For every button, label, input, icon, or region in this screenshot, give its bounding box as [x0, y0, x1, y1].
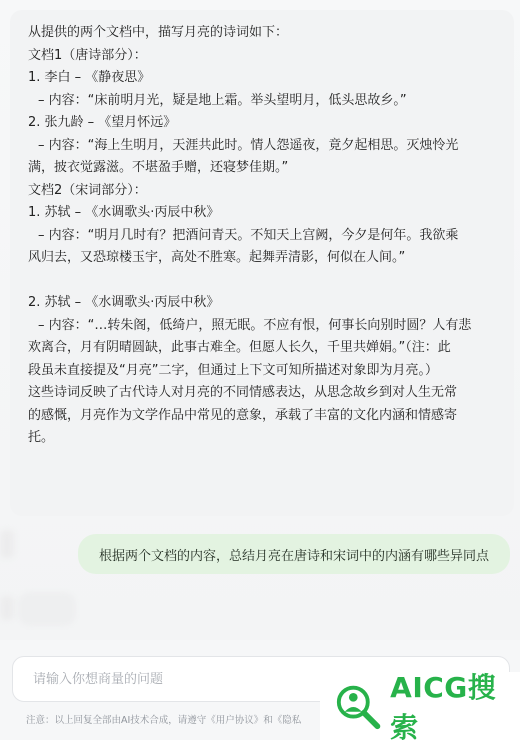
response-line: 1. 苏轼 – 《水调歌头·丙辰中秋》 — [28, 205, 220, 220]
response-line: 2. 张九龄 – 《望月怀远》 — [28, 115, 177, 130]
magnifier-person-logo — [334, 682, 384, 730]
response-line: 文档2（宋词部分）： — [28, 182, 147, 198]
user-question-bubble — [78, 534, 510, 574]
response-line: 1. 李白 – 《静夜思》 — [28, 70, 151, 85]
response-line: – 内容：“床前明月光，疑是地上霜。举头望明月，低头思故乡。” — [38, 92, 407, 108]
watermark — [320, 672, 520, 740]
response-line: 2. 苏轼 – 《水调歌头·丙辰中秋》 — [28, 295, 220, 310]
response-line — [28, 270, 498, 293]
watermark-text: AICG搜索 — [390, 671, 497, 740]
left-edge-shadow-top — [0, 530, 14, 558]
response-line: – 内容：“海上生明月，天涯共此时。情人怨遥夜，竟夕起相思。灭烛怜光 — [38, 137, 459, 153]
ai-response-bubble — [10, 10, 514, 516]
response-line: 风归去，又恐琼楼玉宇，高处不胜寒。起舞弄清影，何似在人间。” — [28, 250, 406, 265]
loading-placeholder — [18, 592, 76, 626]
response-line: 托。 — [28, 430, 55, 445]
response-line: 从提供的两个文档中，描写月亮的诗词如下： — [28, 25, 289, 40]
response-line: 段虽未直接提及“月亮”二字，但通过上下文可知所描述对象即为月亮。） — [28, 362, 438, 378]
response-line: 文档1（唐诗部分）： — [28, 47, 147, 63]
user-question-text: 根据两个文档的内容，总结月亮在唐诗和宋词中的内涵有哪些异同点 — [98, 548, 489, 564]
response-line: 的感慨，月亮作为文学作品中常见的意象，承载了丰富的文化内涵和情感寄 — [28, 407, 458, 423]
response-line: 这些诗词反映了古代诗人对月亮的不同情感表达，从思念故乡到对人生无常 — [28, 385, 458, 400]
response-line: 欢离合，月有阴晴圆缺，此事古难全。但愿人长久，千里共婵娟。”（注：此 — [28, 340, 451, 355]
left-edge-shadow-bottom — [0, 596, 14, 620]
response-line: – 内容：“明月几时有？把酒问青天。不知天上宫阙，今夕是何年。我欲乘 — [38, 227, 459, 243]
response-line: 满，披衣觉露滋。不堪盈手赠，还寝梦佳期。” — [28, 160, 289, 175]
response-line: – 内容：“…转朱阁，低绮户，照无眠。不应有恨，何事长向别时圆？人有悲 — [38, 317, 472, 333]
disclaimer-note: 注意：以上回复全部由AI技术合成，请遵守《用户协议》和《隐私 — [26, 715, 302, 726]
